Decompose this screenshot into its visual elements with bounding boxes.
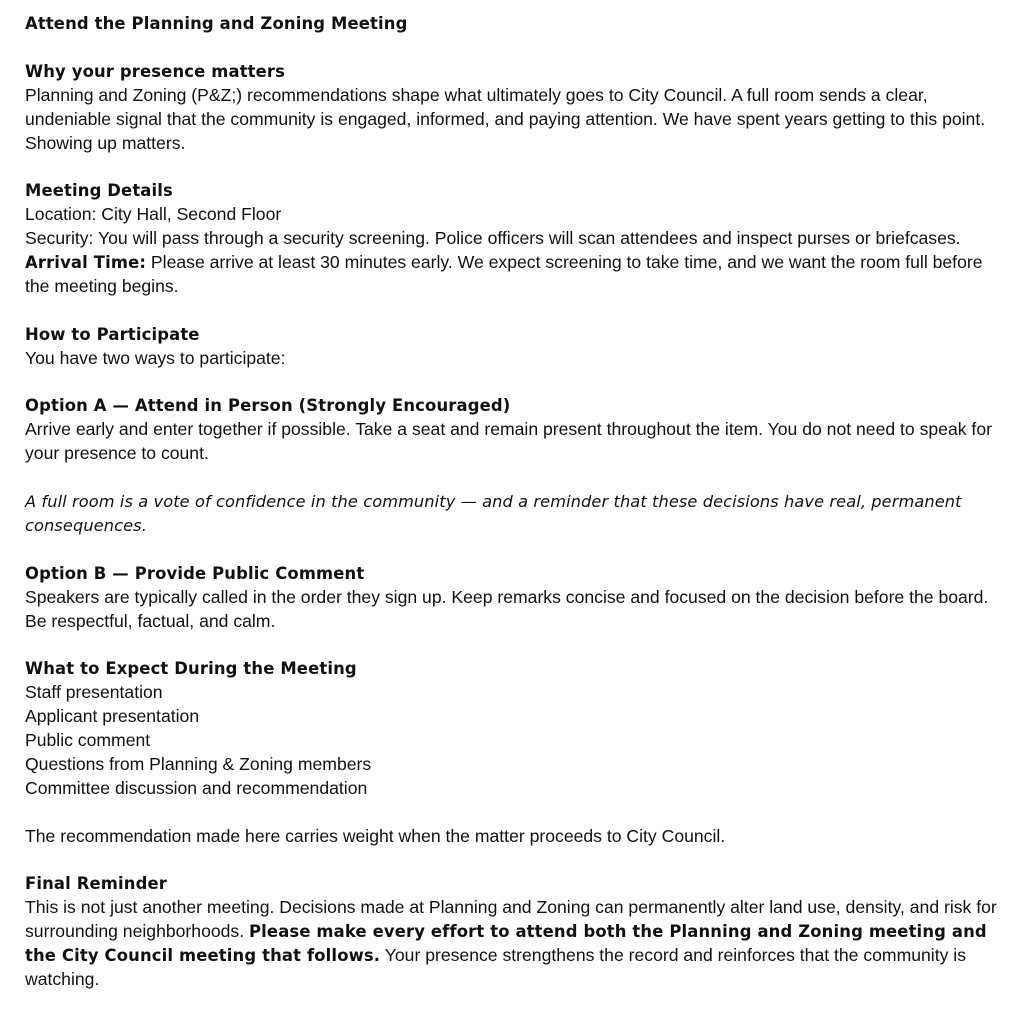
document-title: Attend the Planning and Zoning Meeting [25, 14, 408, 33]
final-body-start: This is not just another meeting. Decisions made at Planning and Zoning can permanently alter land use, density, and risk for surrounding neighborhoods. [25, 897, 997, 942]
details-arrival [25, 251, 1010, 299]
expect-heading: What to Expect During the Meeting [25, 659, 357, 679]
arrival-label: Arrival Time: [25, 253, 147, 273]
spacer [25, 371, 1010, 395]
spacer [25, 849, 1010, 873]
spacer [25, 299, 1010, 323]
spacer [25, 801, 1010, 825]
participate-intro: You have two ways to participate: [25, 347, 286, 368]
expect-closing: The recommendation made here carries weight when the matter proceeds to City Council. [25, 825, 726, 846]
option-a-body: Arrive early and enter together if possible. Take a seat and remain present throughout the item. You do not need to speak for your presence to count. [25, 419, 992, 464]
participate-heading: How to Participate [25, 324, 200, 344]
arrival-text: Please arrive at least 30 minutes early. We expect screening to take time, and we want the room full before the meeting begins. [25, 252, 983, 296]
details-security: Security: You will pass through a security screening. Police officers will scan attendees and inspect purses or briefcases. [25, 228, 961, 249]
final-heading: Final Reminder [25, 874, 168, 894]
details-heading: Meeting Details [25, 181, 173, 201]
final-body [25, 896, 1010, 992]
spacer [25, 633, 1010, 657]
option-a-quote: A full room is a vote of confidence in the community — and a reminder that these decisions have real, permanent consequences. [25, 492, 962, 535]
expect-item: Staff presentation [25, 682, 163, 703]
spacer [25, 155, 1010, 179]
option-b-heading: Option B — Provide Public Comment [25, 563, 365, 583]
document [25, 12, 1010, 992]
why-heading: Why your presence matters [25, 61, 286, 81]
why-body: Planning and Zoning (P&Z;) recommendations shape what ultimately goes to City Council. A full room sends a clear, undeniable signal that the community is engaged, informed, and paying attention. We have spent years getting to this point. Showing up matters. [25, 84, 986, 153]
expect-item: Public comment [25, 730, 151, 751]
spacer [25, 538, 1010, 562]
option-b-body: Speakers are typically called in the order they sign up. Keep remarks concise and focused on the decision before the board. Be respectful, factual, and calm. [25, 586, 989, 631]
details-location: Location: City Hall, Second Floor [25, 204, 282, 225]
final-body-end: Your presence strengthens the record and reinforces that the community is watching. [25, 945, 966, 990]
expect-item: Questions from Planning & Zoning members [25, 753, 372, 774]
final-body-bold: Please make every effort to attend both the Planning and Zoning meeting and the City Council meeting that follows. [25, 922, 987, 966]
expect-item: Applicant presentation [25, 706, 200, 727]
spacer [25, 36, 1010, 60]
spacer [25, 466, 1010, 490]
expect-item: Committee discussion and recommendation [25, 777, 368, 798]
option-a-heading: Option A — Attend in Person (Strongly Encouraged) [25, 396, 511, 416]
